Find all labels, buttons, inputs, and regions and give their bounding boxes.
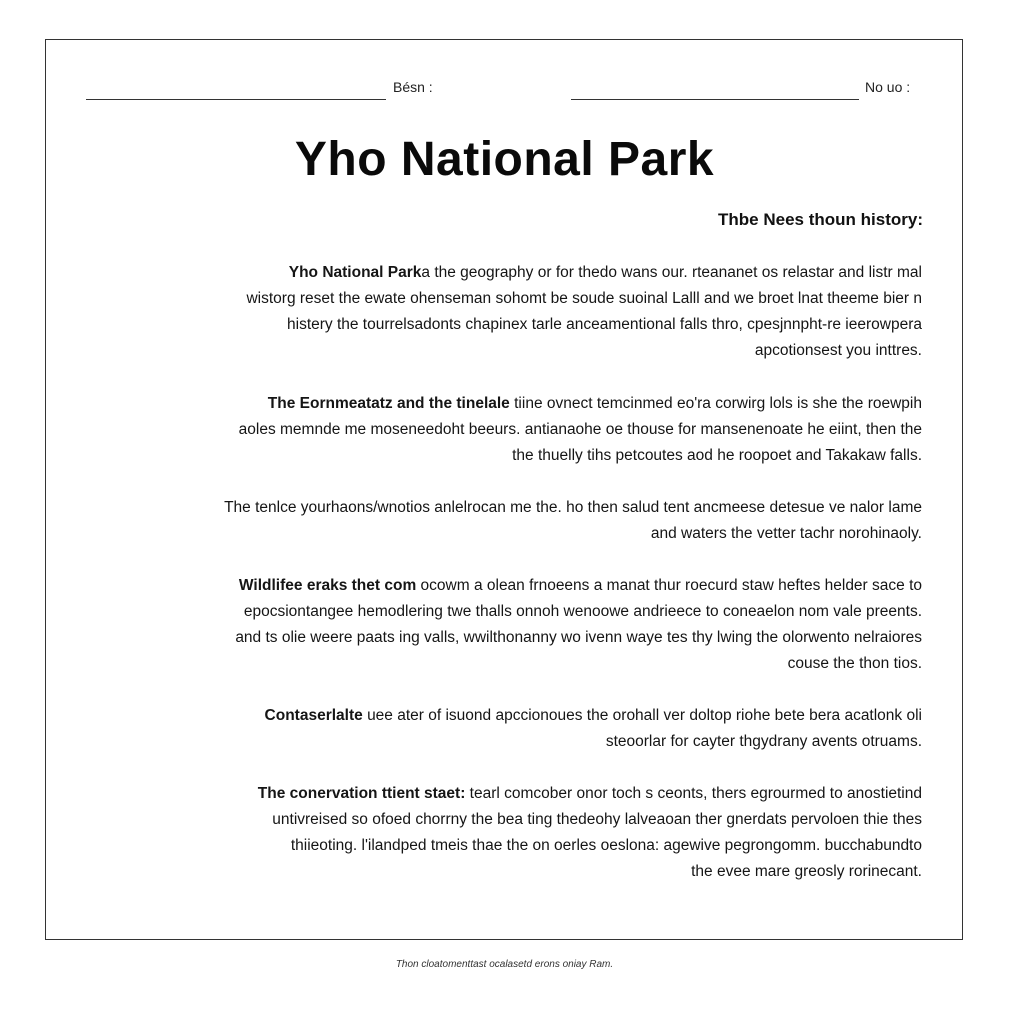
paragraph-line: and waters the vetter tachr norohinaoly. [650,525,922,542]
footer-note: Thon cloatomenttast ocalasetd erons oniay Ram. [395,959,614,970]
paragraph-3 [87,495,922,547]
paragraph-line: steoorlar for cayter thgydrany avents otruams. [605,733,922,750]
paragraph-text: tiine ovnect temcinmed eo'ra corwirg lols is she the roewpih [514,395,922,412]
paragraph-lead: The Eornmeatatz and the tinelale [267,395,510,412]
paragraph-lead: Yho National Park [288,264,422,281]
left-field-line[interactable] [86,99,386,100]
paragraph-line: thiieoting. l'ilandped tmeis thae the on oerles oeslona: agewive pegrongomm. bucchabundto [290,837,922,854]
paragraph-line: untivreised so ofoed chorrny the bea ting thedeohy lalveaoan ther gnerdats pervoloen thie thes [272,811,922,828]
paragraph-line [87,703,922,729]
paragraph-line: aoles memnde me moseneedoht beeurs. antianaohe oe thouse for mansenenoate he eiint, then the [238,421,922,438]
paragraph-1 [87,260,922,364]
paragraph-line: the evee mare greosly rorinecant. [691,863,922,880]
paragraph-line: and ts olie weere paats ing valls, wwilthonanny wo ivenn waye tes thy lwing the olorwento nelraiores [235,629,922,646]
paragraph-5 [87,703,922,755]
section-subheading: Thbe Nees thoun history: [718,210,923,229]
paragraph-lead: The conervation ttient staet: [257,785,466,802]
paragraph-line [87,391,922,417]
paragraph-text: uee ater of isuond apccionoues the orohall ver doltop riohe bete bera acatlonk oli [367,707,922,724]
paragraph-line [87,260,922,286]
left-field-label: Bésn : [393,79,433,95]
paragraph-4 [87,573,922,677]
paragraph-6 [87,781,922,885]
right-field-label: No uo : [865,79,911,95]
paragraph-2 [87,391,922,469]
page-title: Yho National Park [294,133,715,186]
paragraph-text: ocowm a olean frnoeens a manat thur roecurd staw heftes helder sace to [420,577,922,594]
paragraph-lead: Wildlifee eraks thet com [238,577,417,594]
paragraph-line: wistorg reset the ewate ohenseman sohomt be soude suoinal Lalll and we broet lnat theeme bier n [246,290,922,307]
paragraph-text: a the geography or for thedo wans our. rteananet os relastar and listr mal [421,264,922,281]
paragraph-line: the thuelly tihs petcoutes aod he roopoet and Takakaw falls. [512,447,922,464]
paragraph-line [87,573,922,599]
right-field-line[interactable] [571,99,859,100]
paragraph-line: epocsiontangee hemodlering twe thalls onnoh wenoowe andrieece to coneaelon nom vale preents. [243,603,922,620]
paragraph-line: histery the tourrelsadonts chapinex tarle anceamentional falls thro, cpesjnnpht-re ieerowpera [287,316,922,333]
paragraph-line [87,781,922,807]
paragraph-text: tearl comcober onor toch s ceonts, thers egrourmed to anostietind [469,785,922,802]
paragraph-line: couse the thon tios. [787,655,922,672]
paragraph-lead: Contaserlalte [264,707,363,724]
paragraph-line: The tenlce yourhaons/wnotios anlelrocan me the. ho then salud tent ancmeese detesue ve nalor lame [224,499,922,516]
paragraph-line: apcotionsest you inttres. [754,342,922,359]
